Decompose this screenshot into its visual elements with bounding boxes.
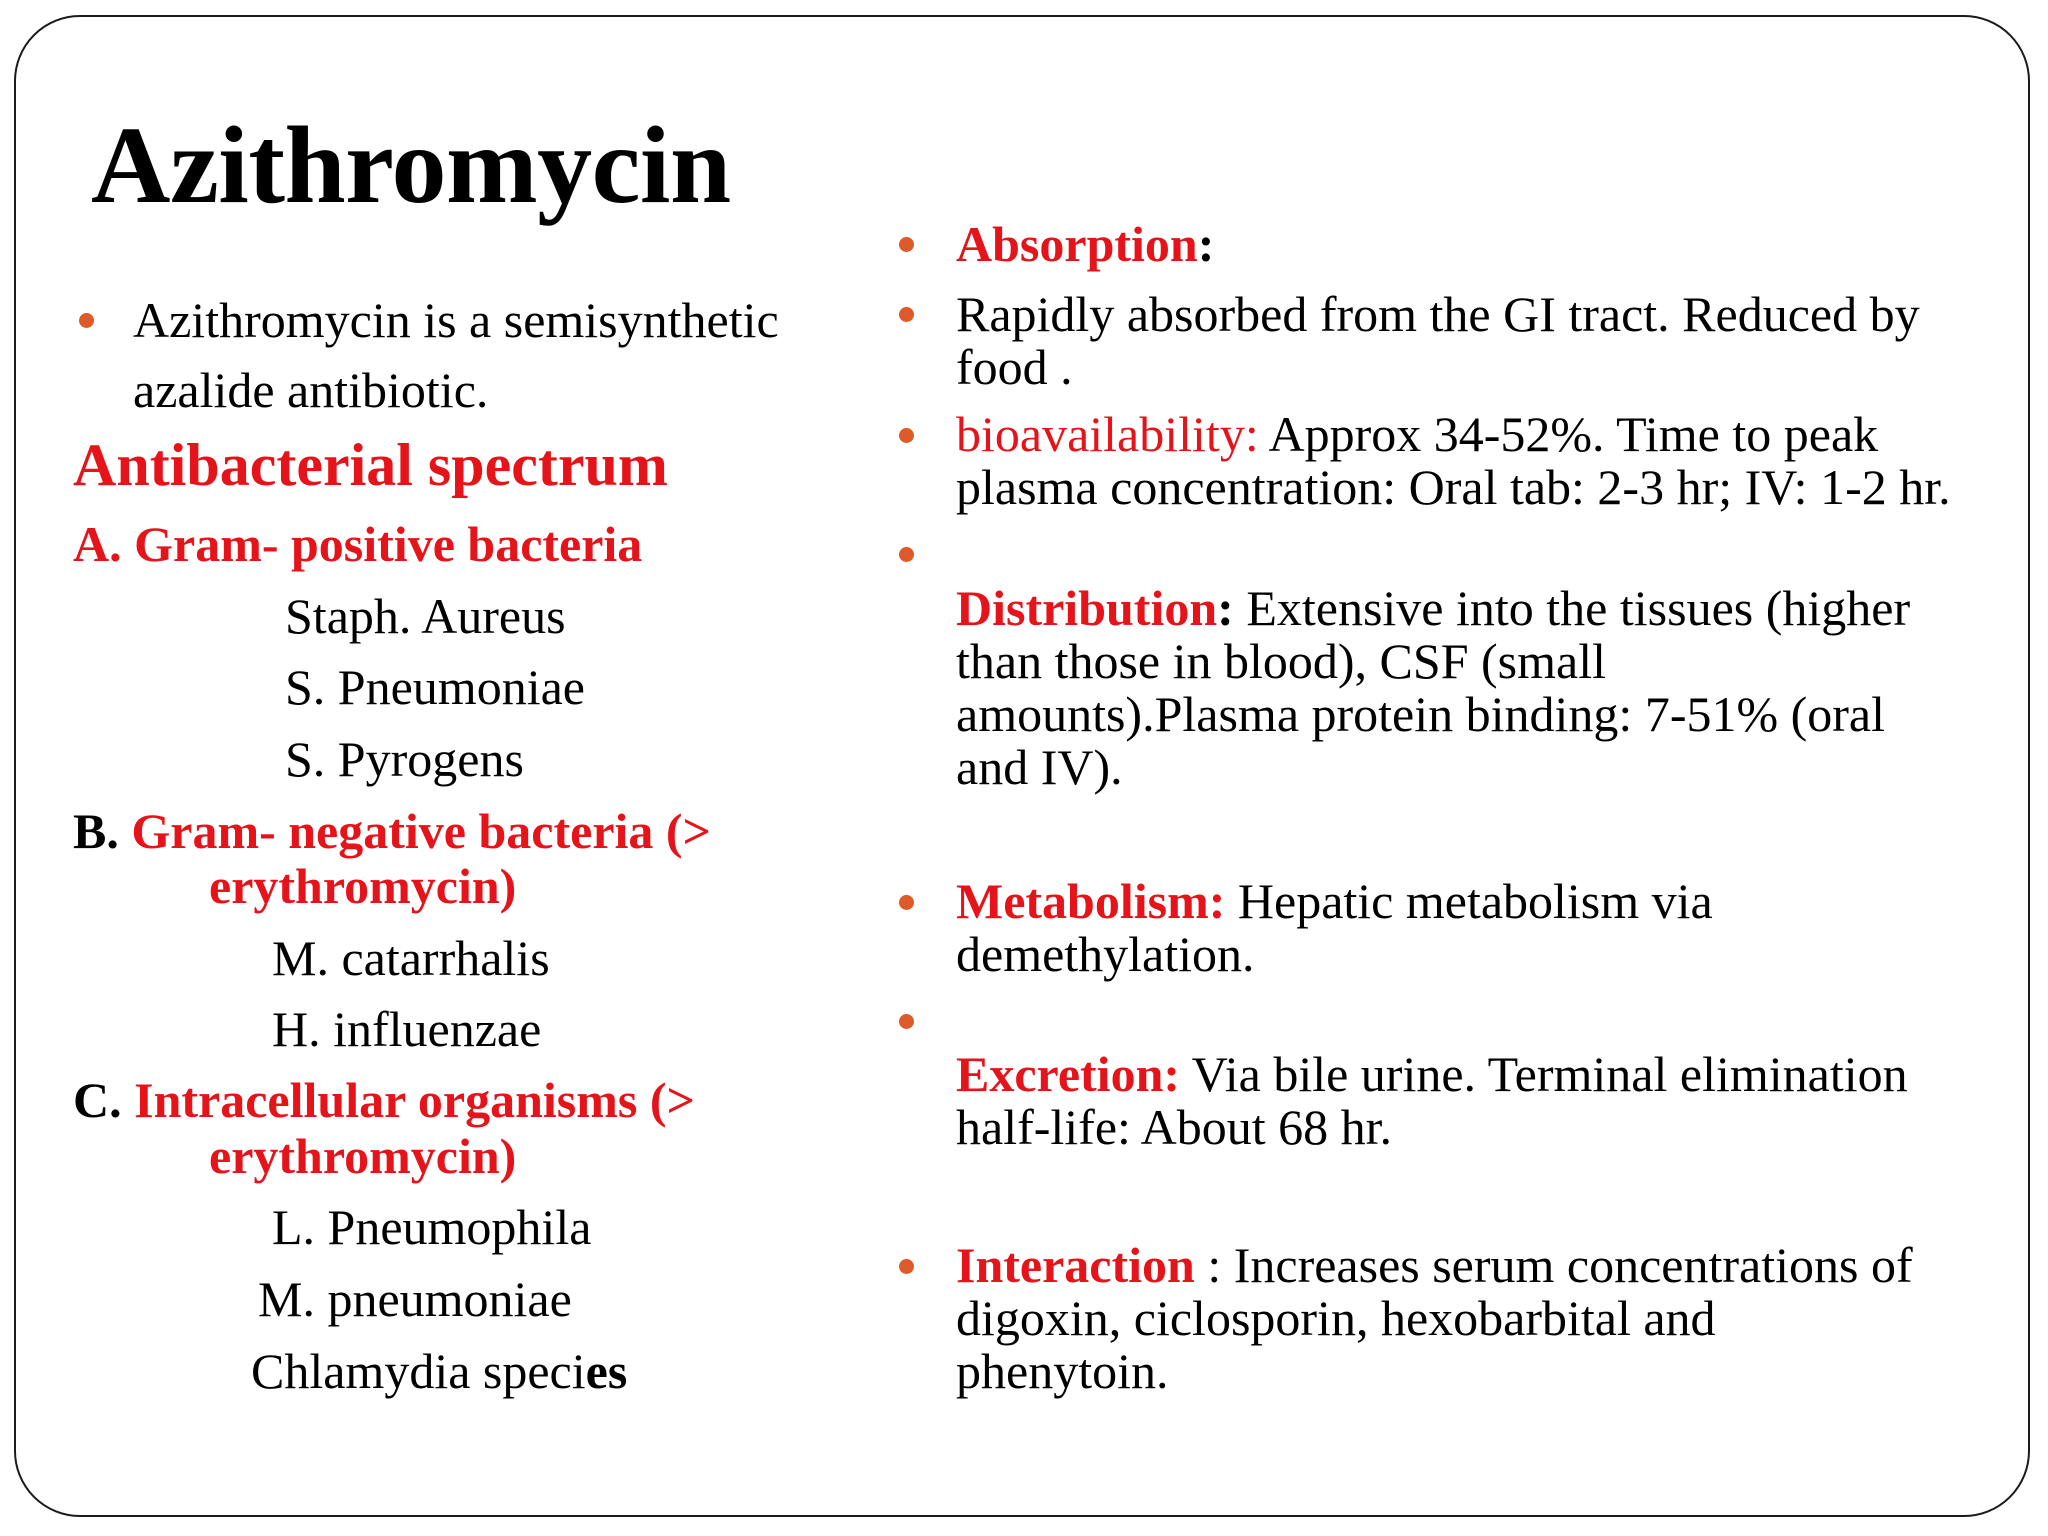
bullet-icon <box>899 1259 914 1274</box>
organism-item: S. Pneumoniae <box>285 659 585 715</box>
text-line: digoxin, ciclosporin, hexobarbital and <box>956 1290 1716 1346</box>
text-line: demethylation. <box>956 926 1255 982</box>
intro-line-2: azalide antibiotic. <box>133 362 489 418</box>
organism-text: Chlamydia speci <box>251 1343 586 1399</box>
metabolism-text: Hepatic metabolism via <box>1225 873 1713 929</box>
text-line: amounts).Plasma protein binding: 7-51% (oral <box>956 686 1886 742</box>
text-line: half-life: About 68 hr. <box>956 1099 1393 1155</box>
interaction-text: : Increases serum concentrations of <box>1194 1237 1913 1293</box>
excretion-text: Via bile urine. Terminal elimination <box>1180 1046 1908 1102</box>
absorption-heading <box>956 218 1214 271</box>
bullet-icon <box>899 895 914 910</box>
absorption-label: Absorption <box>956 216 1198 272</box>
text-line <box>956 875 1713 928</box>
text-line: than those in blood), CSF (small <box>956 633 1606 689</box>
bullet-icon <box>79 313 94 328</box>
excretion-label: Excretion: <box>956 1046 1181 1102</box>
text-line <box>956 408 1951 461</box>
text-line: food . <box>956 339 1073 395</box>
organism-item: M. pneumoniae <box>258 1271 572 1327</box>
organism-item: M. catarrhalis <box>272 930 550 986</box>
organism-item <box>251 1343 628 1399</box>
metabolism-label: Metabolism: <box>956 873 1226 929</box>
organism-item: Staph. Aureus <box>285 588 566 644</box>
organism-text-bold: es <box>585 1343 628 1399</box>
text-line: plasma concentration: Oral tab: 2-3 hr; IV: 1-2 hr. <box>956 459 1951 515</box>
bullet-icon <box>899 428 914 443</box>
text-line <box>956 582 1910 635</box>
text-line <box>956 1048 1908 1101</box>
absorption-detail <box>956 288 1920 394</box>
group-b-label: Gram- negative bacteria (> <box>131 803 712 859</box>
absorption-colon: : <box>1197 216 1215 272</box>
bioavailability-text: Approx 34-52%. Time to peak <box>1258 406 1879 462</box>
bullet-icon <box>899 547 914 562</box>
bullet-icon <box>899 307 914 322</box>
bioavailability-item <box>956 408 1951 514</box>
organism-item: H. influenzae <box>272 1001 542 1057</box>
slide-title: Azithromycin <box>91 104 731 226</box>
group-b-heading <box>73 803 712 859</box>
bullet-icon <box>899 237 914 252</box>
spectrum-heading: Antibacterial spectrum <box>73 432 668 498</box>
text-line: Rapidly absorbed from the GI tract. Reduced by <box>956 286 1920 342</box>
group-a-heading: A. Gram- positive bacteria <box>73 516 643 572</box>
group-c-label-cont: erythromycin) <box>209 1128 517 1184</box>
intro-line-1: Azithromycin is a semisynthetic <box>133 292 779 348</box>
distribution-text: Extensive into the tissues (higher <box>1233 580 1911 636</box>
distribution-colon: : <box>1217 580 1234 636</box>
bioavailability-label: bioavailability: <box>956 406 1259 462</box>
text-line <box>956 1239 1913 1292</box>
group-c-label: Intracellular organisms (> <box>134 1072 695 1128</box>
group-c-heading <box>73 1072 695 1128</box>
distribution-label: Distribution <box>956 580 1218 636</box>
organism-item: S. Pyrogens <box>285 731 524 787</box>
group-b-label-cont: erythromycin) <box>209 858 517 914</box>
organism-item: L. Pneumophila <box>272 1199 592 1255</box>
text-line: phenytoin. <box>956 1343 1169 1399</box>
text-line: and IV). <box>956 739 1123 795</box>
interaction-item <box>956 1239 1913 1398</box>
group-c-prefix: C. <box>73 1072 122 1128</box>
distribution-item <box>956 582 1910 794</box>
group-b-prefix: B. <box>73 803 119 859</box>
metabolism-item <box>956 875 1713 981</box>
bullet-icon <box>899 1014 914 1029</box>
excretion-item <box>956 1048 1908 1154</box>
interaction-label: Interaction <box>956 1237 1195 1293</box>
